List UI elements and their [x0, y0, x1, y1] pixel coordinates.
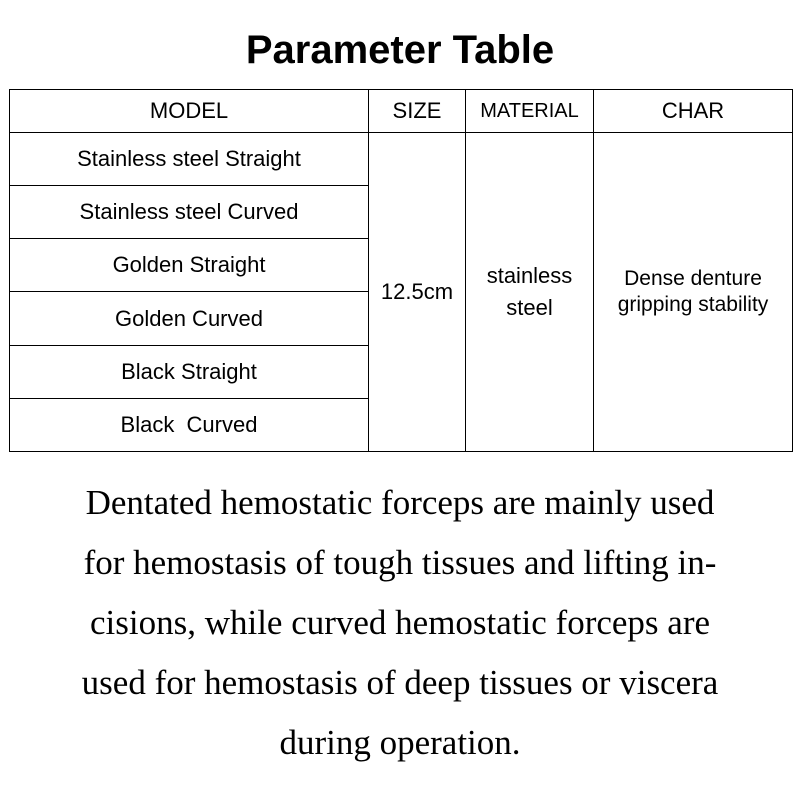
- header-material: MATERIAL: [466, 90, 594, 133]
- table-header-row: [10, 90, 793, 133]
- description-line: during operation.: [279, 723, 521, 762]
- description-line: cisions, while curved hemostatic forceps are: [89, 603, 711, 642]
- model-cell: Black Curved: [10, 398, 369, 451]
- description-paragraph: [20, 473, 780, 773]
- model-cell: Stainless steel Straight: [10, 133, 369, 186]
- model-cell: Golden Curved: [10, 292, 369, 345]
- model-cell: Stainless steel Curved: [10, 186, 369, 239]
- material-line: stainless: [486, 263, 573, 288]
- material-line: steel: [506, 295, 553, 320]
- model-cell: Black Straight: [10, 345, 369, 398]
- parameter-table: [9, 89, 793, 452]
- char-line: Dense denture: [624, 267, 762, 290]
- header-model: MODEL: [10, 90, 369, 133]
- description-line: for hemostasis of tough tissues and lifting in-: [83, 543, 717, 582]
- size-cell: 12.5cm: [369, 133, 466, 452]
- table-row: [10, 133, 793, 186]
- page-title: Parameter Table: [245, 28, 555, 72]
- header-size: SIZE: [369, 90, 466, 133]
- description-line: Dentated hemostatic forceps are mainly used: [85, 483, 715, 522]
- char-cell: [594, 133, 793, 452]
- header-char: CHAR: [594, 90, 793, 133]
- char-line: gripping stability: [617, 293, 769, 316]
- description-line: used for hemostasis of deep tissues or viscera: [81, 663, 719, 702]
- material-cell: [466, 133, 594, 452]
- model-cell: Golden Straight: [10, 239, 369, 292]
